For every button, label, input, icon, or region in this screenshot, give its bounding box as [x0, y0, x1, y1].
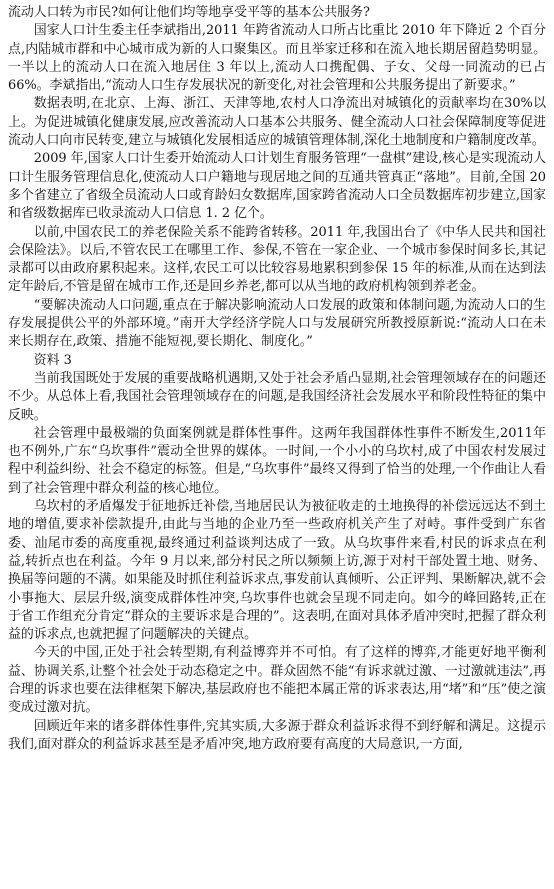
intro-question: 流动人口转为市民?如何让他们均等地享受平等的基本公共服务? — [8, 5, 370, 20]
paragraph-wukan: 乌坎村的矛盾爆发于征地拆迁补偿,当地居民认为被征收走的土地换得的补偿远远达不到土地的增值,要求补偿款提升,由此与当地的企业乃至一些政府机关产生了对峙。事件受到广东省委、汕尾市委的高度重视,最终通过利益谈判达成了一致。从乌坎事件来看,村民的诉求点在利益,转折点也在利益。今年 9 月以来,部分村民之所以频频上访,源于对村干部处置土地、财务、换届等问题的不满。如果能及时抓住利益诉求点,事发前认真倾听、公正评判、果断解决,就不会小事拖大、层层升级,演变成群体性冲突,乌坎事件也就会呈现不同走向。如今的峰回路转,正在于省工作组充分肯定“群众的主要诉求是合理的”。这表明,在面对具体矛盾冲突时,把握了群众利益的诉求点,也就把握了问题解决的关键点。 — [8, 499, 546, 643]
paragraph-pension: 以前,中国农民工的养老保险关系不能跨省转移。2011 年,我国出台了《中华人民共和国社会保险法》。以后,不管农民工在哪里工作、参保,不管在一家企业、一个城市参保时间多长,其记录都可以由政府累积起来。这样,农民工可以比较容易地累积到参保 15 年的标准,从而在达到法定年龄后,不管是留在城市工作,还是回乡养老,都可以从当地的政府机构领到养老金。 — [8, 224, 546, 295]
paragraph-urbanization-data: 数据表明,在北京、上海、浙江、天津等地,农村人口净流出对城镇化的贡献率均在30%以上。为促进城镇化健康发展,应改善流动人口基本公共服务、健全流动人口社会保障制度等促进流动人口向市民转变,建立与城镇化发展相适应的城镇管理体制,深化土地制度和户籍制度改革。 — [8, 96, 546, 149]
paragraph-social-management: 当前我国既处于发展的重要战略机遇期,又处于社会矛盾凸显期,社会管理领域存在的问题还不少。从总体上看,我国社会管理领域存在的问题,是我国经济社会发展水平和阶段性特征的集中反映。 — [8, 370, 546, 423]
paragraph-mass-incidents: 社会管理中最极端的负面案例就是群体性事件。这两年我国群体性事件不断发生,2011年也不例外,广东“乌坎事件”震动全世界的媒体。一时间,一个小小的乌坎村,成了中国农村发展过程中利益纠纷、社会不稳定的标签。但是,“乌坎事件”最终又得到了恰当的处理,一个作曲让人看到了社会管理中群众利益的核心地位。 — [8, 425, 546, 496]
paragraph-expert-quote: “要解决流动人口问题,重点在于解决影响流动人口发展的政策和体制问题,为流动人口的生存发展提供公平的外部环境。”南开大学经济学院人口与发展研究所教授原新说:“流动人口在未来长期存在,政策、措施不能短视,要长期化、制度化。” — [8, 297, 546, 350]
paragraph-review: 回顾近年来的诸多群体性事件,究其实质,大多源于群众利益诉求得不到纾解和满足。这提示我们,面对群众的利益诉求甚至是矛盾冲突,地方政府要有高度的大局意识,一方面, — [8, 718, 546, 752]
paragraph-2009-database: 2009 年,国家人口计生委开始流动人口计划生育服务管理“一盘棋”建设,核心是实现流动人口计生服务管理信息化,使流动人口户籍地与现居地之间的互通共管真正“落地”。目前,全国 20 多个省建立了省级全员流动人口或育龄妇女数据库,国家跨省流动人口全员数据库初步建立,国家和省级数据库已收录流动人口信息 1. 2 亿个。 — [8, 151, 546, 222]
material-3-heading: 资料 3 — [33, 352, 72, 368]
paragraph-transition: 今天的中国,正处于社会转型期,有利益博弈并不可怕。有了这样的博弈,才能更好地平衡利益、协调关系,让整个社会处于动态稳定之中。群众固然不能“有诉求就过激、一过激就违法”,再合理的诉求也要在法律框架下解决,基层政府也不能把本属正常的诉求表达,用“堵”和“压”使之演变成过激对抗。 — [8, 645, 546, 716]
paragraph-li-bin: 国家人口计生委主任李斌指出,2011 年跨省流动人口所占比重比 2010 年下降近 2 个百分点,内陆城市群和中心城市成为新的人口聚集区。而且举家迁移和在流入地长期居留趋势明显。一半以上的流动人口在流入地居住 3 年以上,流动人口携配偶、子女、父母一同流动的已占 66%。李斌指出,“流动人口生存发展状况的新变化,对社会管理和公共服务提出了新要求。” — [8, 23, 546, 94]
